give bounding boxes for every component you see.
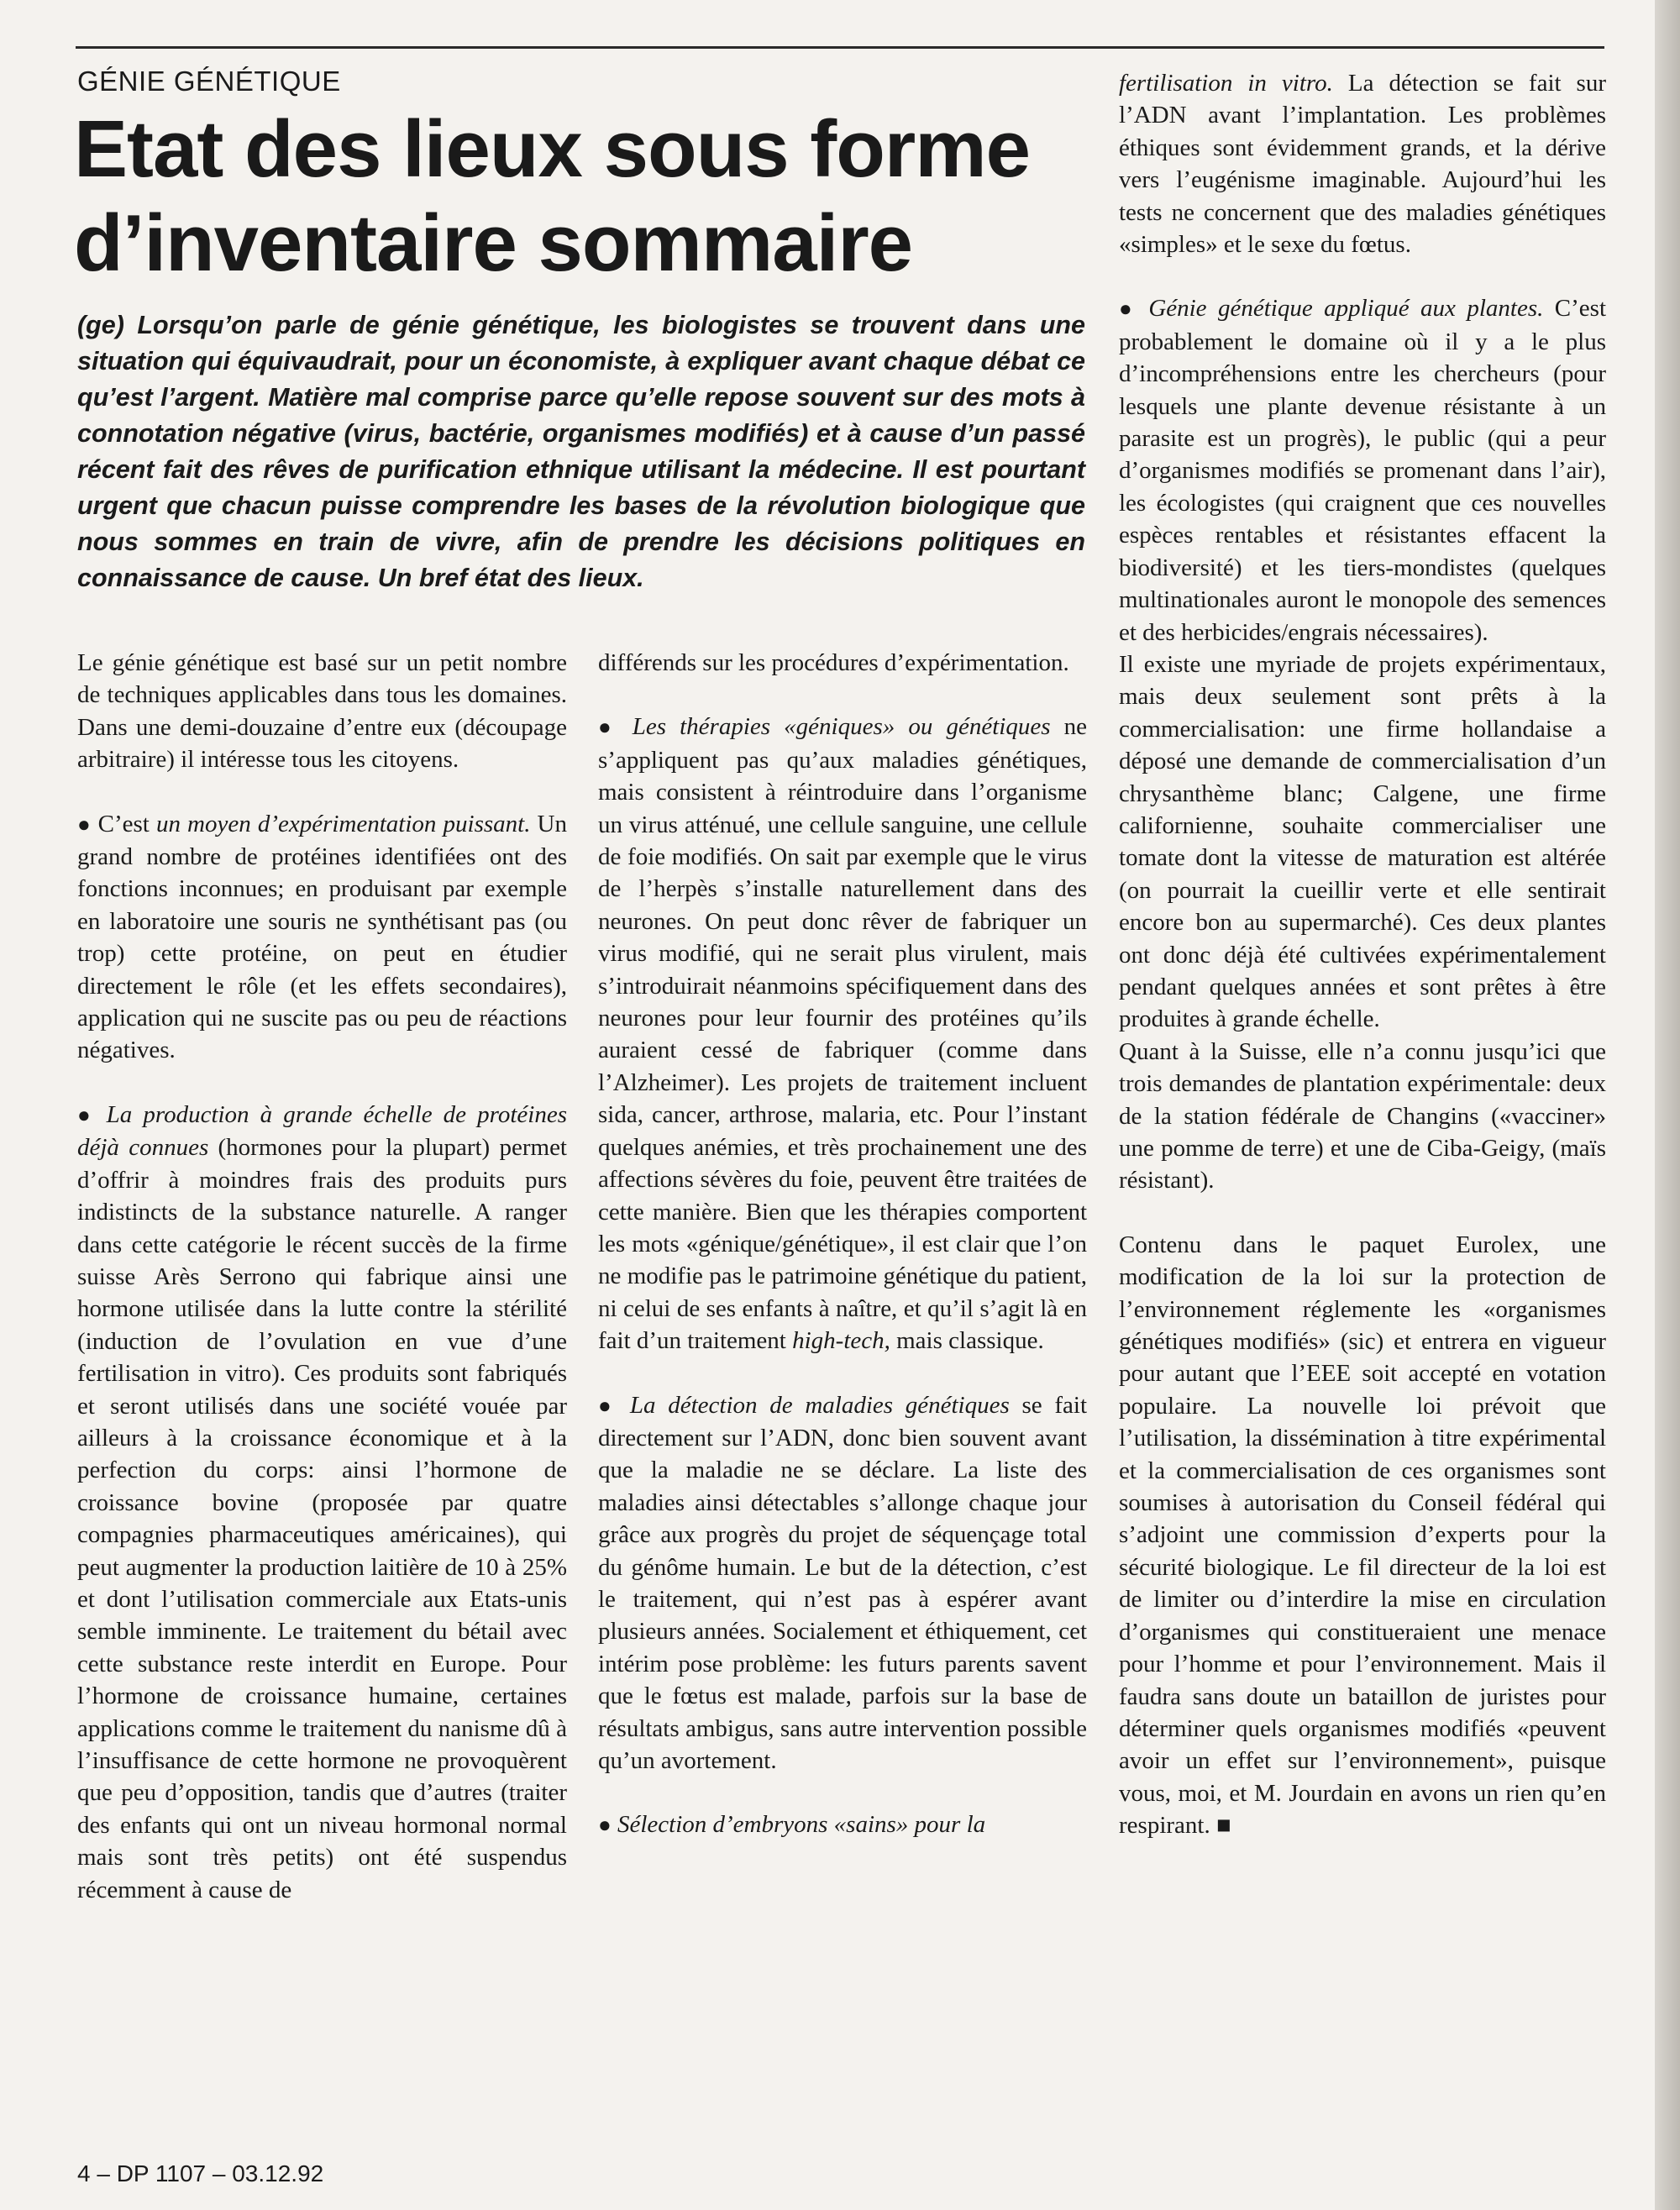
eurolex-paragraph bbox=[1119, 1229, 1606, 1842]
item-title: Sélection d’embryons «sains» pour la bbox=[617, 1811, 986, 1839]
item-lead-text: C’est bbox=[97, 810, 150, 837]
section-kicker: GÉNIE GÉNÉTIQUE bbox=[77, 66, 341, 97]
bullet-icon: ● bbox=[598, 1393, 618, 1418]
column-2 bbox=[598, 647, 1087, 1842]
selection-continuation bbox=[1119, 67, 1606, 260]
article-lead: (ge) Lorsqu’on parle de génie génétique, les biologistes se trouvent dans une situation qui équivaudrait, pour un économiste, à expliquer avant chaque débat ce qu’est l’argent. Matière mal comprise parce qu’elle repose souvent sur des mots à connotation négative (virus, bactérie, organismes modifiés) et à cause d’un passé récent fait des rêves de purification ethnique utilisant la médecine. Il est pourtant urgent que chacun puisse comprendre les bases de la révolution biologique que nous sommes en train de vivre, afin de prendre les décisions politiques en connaissance de cause. Un bref état des lieux. bbox=[77, 311, 1085, 592]
bullet-icon: ● bbox=[598, 1813, 612, 1838]
item-text-end: mais classique. bbox=[896, 1327, 1044, 1355]
intro-paragraph: Le génie génétique est basé sur un petit nombre de techniques applicables dans tous les domaines. Dans une demi-douzaine d’entre eux (découpage arbitraire) il intéresse tous les citoyens. bbox=[77, 649, 567, 774]
suisse-paragraph: Quant à la Suisse, elle n’a connu jusqu’ici que trois demandes de plantation expérimentale: deux de la station fédérale de Changins («vacciner» une pomme de terre) et une de Ciba-Geigy, (maïs résistant). bbox=[1119, 1037, 1606, 1194]
item-text: ne s’appliquent pas qu’aux maladies génétiques, mais consistent à réintroduire dans l’organisme un virus atténué, une cellule sanguine, une cellule de foie modifiés. On sait par exemple que le virus de l’herpès s’installe naturellement dans des neurones. On peut donc rêver de fabriquer un virus modifié, qui ne serait plus virulent, mais s’introduirait néanmoins spécifiquement dans des neurones pour leur fournir des protéines qu’ils auraient cessé de fabriquer (comme dans l’Alzheimer). Les projets de traitement incluent sida, cancer, arthrose, malaria, etc. Pour l’instant quelques anémies, et très prochainement une des affections sévères du foie, peuvent être traitées de cette manière. Bien que les thérapies comportent les mots «génique/génétique», il est clair que l’on ne modifie pas le patrimoine génétique du patient, ni celui de ses enfants à naître, et qu’il s’agit là en fait d’un traitement bbox=[598, 713, 1087, 1355]
item-title: Génie génétique appliqué aux plantes. bbox=[1148, 295, 1544, 323]
top-rule bbox=[76, 46, 1604, 49]
bullet-icon: ● bbox=[1119, 297, 1137, 322]
column-3 bbox=[1119, 67, 1606, 1842]
item-detection bbox=[598, 1389, 1087, 1777]
item-text: se fait directement sur l’ADN, donc bien souvent avant que la maladie ne se déclare. La liste des maladies ainsi détectables s’allonge chaque jour grâce aux progrès du projet de séquençage total du génôme humain. Le but de la détection, c’est le traitement, qui n’est pas à espérer avant plusieurs années. Socialement et éthiquement, cet intérim pose problème: les futurs parents savent que le fœtus est malade, parfois sur la base de résultats ambigus, sans autre intervention possible qu’un avortement. bbox=[598, 1391, 1087, 1774]
bullet-icon: ● bbox=[77, 1102, 96, 1127]
item-experimentation bbox=[77, 808, 567, 1067]
item-text: (hormones pour la plupart) permet d’offrir à moindres frais des produits purs indistincts de la substance naturelle. A ranger dans cette catégorie le récent succès de la firme suisse Arès Serrono qui fabrique ainsi une hormone utilisée dans la lutte contre la stérilité (induction de l’ovulation en vue d’une fertilisation in vitro). Ces produits sont fabriqués et seront utilisés dans une société vouée par ailleurs à la croissance économique et à la perfection du corps: ainsi l’hormone de croissance bovine (proposée par quatre compagnies pharmaceutiques américaines), qui peut augmenter la production laitière de 10 à 25% et dont l’utilisation commerciale aux Etats-unis semble imminente. Le traitement du bétail avec cette substance reste interdit en Europe. Pour l’hormone de croissance humaine, certaines applications comme le traitement du nanisme dû à l’insuffisance de cette hormone ne provoquèrent que peu d’opposition, tandis que d’autres (traiter des enfants qui ont un niveau hormonal normal mais sont très petits) ont été suspendus récemment à cause de bbox=[77, 1134, 567, 1903]
continuation-paragraph: différends sur les procédures d’expérimentation. bbox=[598, 649, 1069, 676]
item-title: un moyen d’expérimentation puissant. bbox=[155, 810, 531, 837]
projects-paragraph: Il existe une myriade de projets expérimentaux, mais deux seulement sont prêts à la commercialisation: une firme hollandaise a déposé une demande de commercialisation d’un chrysanthème blanc; Calgene, une firme californienne, souhaite commercialiser une tomate dont la vitesse de maturation est altérée (on pourrait la cueillir verte et elle sentirait encore bon au supermarché). Ces deux plantes ont donc déjà été cultivées expérimentalement pendant quelques années et sont prêtes à être produites à grande échelle. bbox=[1119, 650, 1606, 1033]
bullet-icon: ● bbox=[77, 811, 92, 837]
item-therapies bbox=[598, 711, 1087, 1357]
eurolex-text: Contenu dans le paquet Eurolex, une modification de la loi sur la protection de l’environnement réglemente les «organismes génétiques modifiés» (sic) et entrera en vigueur pour autant que l’EEE soit accepté en votation populaire. La nouvelle loi prévoit que l’utilisation, la dissémination à titre expérimental et la commercialisation de ces organismes sont soumises à autorisation du Conseil fédéral qui s’adjoint une commission d’experts pour la sécurité biologique. Le fil directeur de la loi est de limiter ou d’interdire la mise en circulation d’organismes qui constitueraient une menace pour l’homme et pour l’environnement. Mais il faudra sans doute un bataillon de juristes pour déterminer quels organismes modifiés «peuvent avoir un effet sur l’environnement», puisque vous, moi, et M. Jourdain en avons un rien qu’en respirant. bbox=[1119, 1231, 1606, 1840]
column-1 bbox=[77, 647, 567, 1906]
end-mark-icon: ■ bbox=[1215, 1812, 1231, 1840]
article-headline: Etat des lieux sous forme d’inventaire sommaire bbox=[74, 104, 1031, 288]
item-title: Les thérapies «géniques» ou génétiques bbox=[632, 713, 1051, 741]
item-italic: fertilisation in vitro. bbox=[1119, 70, 1333, 97]
page-folio: 4 – DP 1107 – 03.12.92 bbox=[77, 2160, 324, 2186]
item-production bbox=[77, 1099, 567, 1906]
item-title: La détection de maladies génétiques bbox=[629, 1391, 1010, 1419]
item-plants bbox=[1119, 292, 1606, 648]
item-selection bbox=[598, 1808, 1087, 1841]
item-italic-word: high-tech, bbox=[792, 1327, 890, 1355]
item-title: La production à grande échelle de protéines déjà connues bbox=[77, 1100, 567, 1162]
page-edge bbox=[1655, 0, 1680, 2210]
bullet-icon: ● bbox=[598, 715, 619, 740]
item-text: C’est probablement le domaine où il y a le plus d’incompréhensions entre les chercheurs (pour lesquels une plante devenue résistante à un parasite est un progrès), le public (qui a peur d’organismes modifiés se promenant dans l’air), les écologistes (qui craignent que ces nouvelles espèces rentables et résistantes effacent la biodiversité) et les tiers-mondistes (quelques multinationales auront le monopole des semences et des herbicides/engrais nécessaires). bbox=[1119, 295, 1606, 646]
item-text: La détection se fait sur l’ADN avant l’implantation. Les problèmes éthiques sont évidemment grands, et la dérive vers l’eugénisme imaginable. Aujourd’hui les tests ne concernent que des maladies génétiques «simples» et le sexe du fœtus. bbox=[1119, 70, 1606, 259]
item-text: Un grand nombre de protéines identifiées ont des fonctions inconnues; en produisant par exemple en laboratoire une souris ne synthétisant pas (ou trop) cette protéine, on peut en étudier directement le rôle (et les effets secondaires), application qui ne suscite pas ou peu de réactions négatives. bbox=[77, 810, 567, 1064]
